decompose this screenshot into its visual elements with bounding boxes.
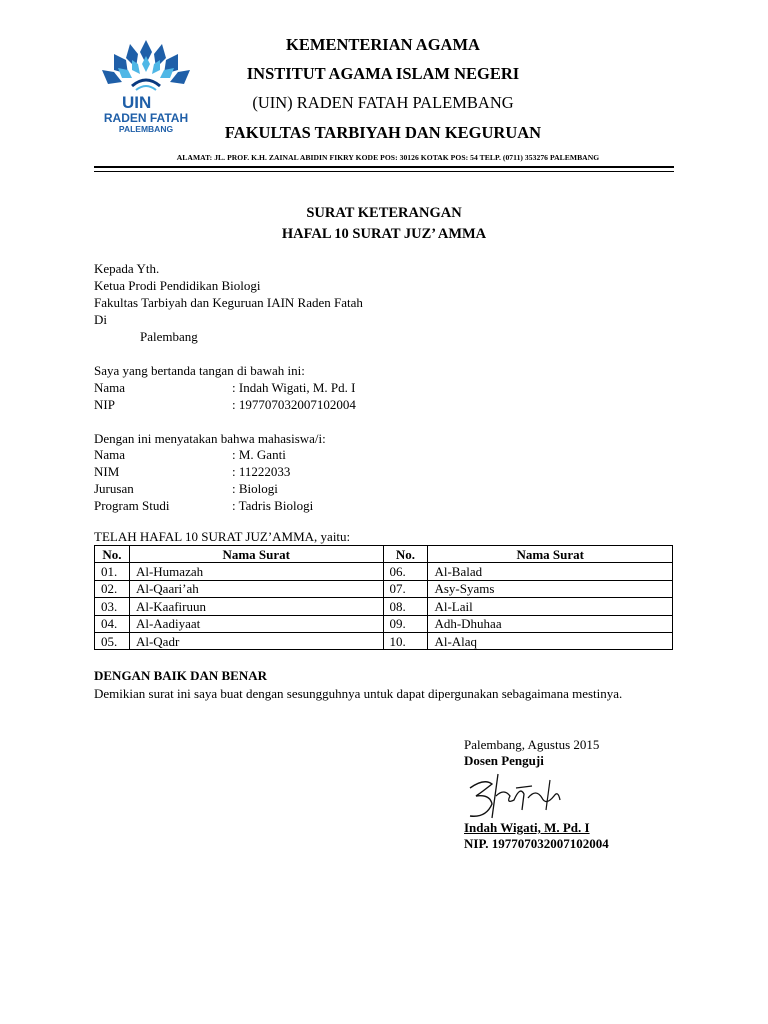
student-name-value: : M. Ganti: [232, 447, 286, 462]
student-jurusan-value: : Biologi: [232, 481, 278, 496]
memorized-heading-suffix: , yaitu:: [314, 529, 351, 544]
student-prodi-label: Program Studi: [94, 498, 170, 513]
table-row: [95, 632, 673, 649]
student-name-label: Nama: [94, 447, 126, 462]
signer-nip-value: : 197707032007102004: [232, 397, 356, 412]
row-no-left: 01.: [95, 563, 130, 580]
signer-nip-label: NIP: [94, 397, 115, 412]
header-surah-left: Nama Surat: [129, 546, 383, 563]
row-surah-right: Al-Alaq: [428, 632, 673, 649]
recipient-faculty: Fakultas Tarbiyah dan Keguruan IAIN Raden Fatah: [94, 295, 363, 310]
logo-emblem-icon: [102, 40, 190, 90]
table-header-row: [95, 546, 673, 563]
table-row: [95, 598, 673, 615]
row-no-right: 06.: [383, 563, 428, 580]
row-no-right: 07.: [383, 580, 428, 597]
letterhead-divider-thick: [94, 166, 674, 168]
row-no-left: 04.: [95, 615, 130, 632]
row-no-right: 08.: [383, 598, 428, 615]
svg-text:PALEMBANG: PALEMBANG: [118, 124, 174, 134]
recipient-di: Di: [94, 312, 107, 327]
surah-table: [94, 545, 673, 650]
student-prodi-row: [94, 498, 313, 514]
signer-nip-row: [94, 397, 356, 413]
letterhead-faculty: FAKULTAS TARBIYAH DAN KEGURUAN: [224, 123, 542, 142]
row-surah-left: Al-Humazah: [129, 563, 383, 580]
row-no-left: 05.: [95, 632, 130, 649]
row-surah-right: Al-Lail: [428, 598, 673, 615]
letterhead-address: ALAMAT: JL. PROF. K.H. ZAINAL ABIDIN FIKRY KODE POS: 30126 KOTAK POS: 54 TELP. (0711) 353276 PALEMBANG: [176, 153, 600, 162]
signer-name: Indah Wigati, M. Pd. I: [464, 820, 590, 835]
student-name-row: [94, 447, 286, 463]
header-surah-right: Nama Surat: [428, 546, 673, 563]
row-no-left: 02.: [95, 580, 130, 597]
row-no-right: 10.: [383, 632, 428, 649]
svg-text:RADEN FATAH: RADEN FATAH: [103, 111, 189, 125]
student-intro: Dengan ini menyatakan bahwa mahasiswa/i:: [94, 431, 326, 446]
row-surah-left: Al-Qaari’ah: [129, 580, 383, 597]
recipient-city: Palembang: [140, 329, 198, 344]
memorized-heading: [94, 529, 350, 545]
signer-name-row: [94, 380, 355, 396]
student-nim-row: [94, 464, 290, 480]
signer-nip: NIP. 197707032007102004: [464, 836, 609, 851]
recipient-position: Ketua Prodi Pendidikan Biologi: [94, 278, 261, 293]
svg-text:UIN: UIN: [122, 93, 152, 112]
row-surah-right: Adh-Dhuhaa: [428, 615, 673, 632]
letterhead-ministry: KEMENTERIAN AGAMA: [286, 35, 480, 54]
row-surah-left: Al-Aadiyaat: [129, 615, 383, 632]
letterhead-divider-thin: [94, 171, 674, 172]
row-surah-left: Al-Kaafiruun: [129, 598, 383, 615]
row-surah-left: Al-Qadr: [129, 632, 383, 649]
recipient-salutation: Kepada Yth.: [94, 261, 160, 276]
closing-paragraph: Demikian surat ini saya buat dengan sesungguhnya untuk dapat dipergunakan sebagaimana mestinya.: [94, 686, 623, 701]
signer-intro: Saya yang bertanda tangan di bawah ini:: [94, 363, 305, 378]
header-no-left: No.: [95, 546, 130, 563]
student-jurusan-row: [94, 481, 278, 497]
student-prodi-value: : Tadris Biologi: [232, 498, 314, 513]
result-statement: DENGAN BAIK DAN BENAR: [94, 668, 267, 683]
signer-name-value: : Indah Wigati, M. Pd. I: [232, 380, 356, 395]
student-nim-value: : 11222033: [232, 464, 291, 479]
letterhead-university: (UIN) RADEN FATAH PALEMBANG: [252, 93, 514, 112]
table-row: [95, 615, 673, 632]
document-subtitle: HAFAL 10 SURAT JUZ’ AMMA: [281, 226, 487, 242]
memorized-heading-prefix: TELAH HAFAL 10 SURAT JUZ’AMMA: [94, 529, 315, 544]
row-surah-right: Asy-Syams: [428, 580, 673, 597]
student-jurusan-label: Jurusan: [94, 481, 134, 496]
row-surah-right: Al-Balad: [428, 563, 673, 580]
document-title: SURAT KETERANGAN: [306, 205, 462, 221]
row-no-left: 03.: [95, 598, 130, 615]
row-no-right: 09.: [383, 615, 428, 632]
table-row: [95, 580, 673, 597]
uin-raden-fatah-logo: [98, 38, 194, 136]
place-date: Palembang, Agustus 2015: [464, 737, 600, 752]
table-row: [95, 563, 673, 580]
handwritten-signature: [462, 766, 572, 826]
header-no-right: No.: [383, 546, 428, 563]
signer-name-label: Nama: [94, 380, 126, 395]
letterhead-institute: INSTITUT AGAMA ISLAM NEGERI: [246, 64, 520, 83]
student-nim-label: NIM: [94, 464, 120, 479]
signer-role: Dosen Penguji: [464, 753, 544, 768]
